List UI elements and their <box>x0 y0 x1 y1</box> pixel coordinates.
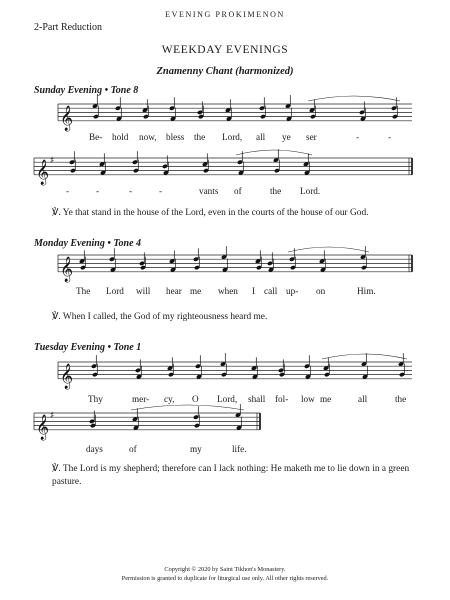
note-head <box>304 170 310 175</box>
note-head <box>320 267 326 272</box>
svg-text:♯: ♯ <box>50 411 55 421</box>
lyric-syllable: ye <box>282 132 291 142</box>
lyric-syllable: vants <box>199 186 219 196</box>
note-head <box>305 374 311 379</box>
permission-line: Permission is granted to duplicate for liturgical use only. All other rights reserved. <box>121 575 329 582</box>
svg-text:𝄞: 𝄞 <box>60 256 74 282</box>
lyric-syllable: O <box>192 394 199 404</box>
note-head <box>92 103 98 108</box>
note-head <box>398 361 404 366</box>
note-head <box>139 261 145 266</box>
note-head <box>361 265 367 270</box>
note-head <box>226 116 232 121</box>
lyric-syllable: Thy <box>88 394 103 404</box>
lyric-syllable: the <box>395 394 407 404</box>
note-head <box>235 412 241 417</box>
lyric-syllable: Him. <box>357 286 376 296</box>
tuesday-heading: Tuesday Evening • Tone 1 <box>34 342 142 353</box>
note-head <box>290 265 296 270</box>
note-head <box>304 364 310 369</box>
note-head <box>238 170 244 175</box>
note-head <box>109 257 115 262</box>
lyric-syllable: ser <box>306 132 317 142</box>
note-head <box>116 116 122 121</box>
lyric-syllable: of <box>234 186 242 196</box>
note-head <box>194 423 200 428</box>
copyright-footer <box>0 565 450 583</box>
lyric-syllable: life. <box>232 444 247 454</box>
lyric-syllable: - <box>388 132 392 142</box>
chant-subtitle: Znamenny Chant (harmonized) <box>156 66 294 77</box>
note-head <box>274 168 280 173</box>
svg-text:♯: ♯ <box>50 156 55 166</box>
lyric-syllable: on <box>316 286 326 296</box>
note-head <box>135 368 141 373</box>
note-head <box>70 168 76 173</box>
lyric-syllable: I <box>252 286 256 296</box>
note-head <box>196 374 202 379</box>
lyric-syllable: shall <box>248 394 266 404</box>
lyric-syllable: fol- <box>275 394 289 404</box>
sunday-verse: ℣. Ye that stand in the house of the Lord, even in the courts of the house of our God. <box>52 208 369 218</box>
note-head <box>237 160 243 165</box>
lyric-syllable: days <box>86 444 103 454</box>
note-head <box>142 108 148 113</box>
lyric-syllable: when <box>218 286 238 296</box>
note-head <box>310 114 316 119</box>
lyric-syllable: hold <box>112 132 129 142</box>
copyright-line: Copyright © 2020 by Saint Tikhon's Monastery. <box>164 566 286 573</box>
lyric-syllable: now, <box>139 132 157 142</box>
note-head <box>143 114 149 119</box>
note-head <box>278 368 284 373</box>
note-head <box>279 372 285 377</box>
note-head <box>202 162 208 167</box>
lyric-syllable: Lord <box>106 286 124 296</box>
note-head <box>99 162 105 167</box>
note-head <box>194 265 200 270</box>
note-head <box>115 106 121 111</box>
note-head <box>79 259 85 264</box>
lyric-syllable: all <box>358 394 368 404</box>
svg-text:𝄞: 𝄞 <box>36 159 50 185</box>
note-head <box>362 374 368 379</box>
note-head <box>361 361 367 366</box>
note-head <box>132 417 138 422</box>
sunday-heading: Sunday Evening • Tone 8 <box>34 85 139 96</box>
note-head <box>289 257 295 262</box>
lyric-syllable: of <box>129 444 137 454</box>
lyric-syllable: Be- <box>89 132 103 142</box>
running-title: EVENING PROKIMENON <box>165 10 285 19</box>
lyric-syllable: will <box>136 286 151 296</box>
note-head <box>198 114 204 119</box>
lyric-syllable: - <box>96 186 100 196</box>
lyric-syllable: The <box>76 286 91 296</box>
lyric-syllable: the <box>194 132 206 142</box>
note-head <box>163 170 169 175</box>
note-head <box>110 267 116 272</box>
note-head <box>80 265 86 270</box>
lyric-syllable: Lord. <box>300 186 321 196</box>
svg-text:𝄞: 𝄞 <box>60 105 74 131</box>
page-title: WEEKDAY EVENINGS <box>161 44 289 56</box>
note-head <box>221 254 227 259</box>
note-head <box>203 168 209 173</box>
note-head <box>399 372 405 377</box>
note-head <box>89 419 95 424</box>
note-head <box>221 372 227 377</box>
note-head <box>220 361 226 366</box>
note-head <box>193 257 199 262</box>
lyric-syllable: me <box>190 286 202 296</box>
tuesday-verse: ℣. The Lord is my shepherd; therefore can I lack nothing: He maketh me to lie down in a green pasture. <box>52 464 410 487</box>
svg-text:𝄞: 𝄞 <box>60 363 74 389</box>
note-head <box>252 374 258 379</box>
note-head <box>133 168 139 173</box>
lyric-syllable: my <box>190 444 202 454</box>
note-head <box>195 364 201 369</box>
note-head <box>255 259 261 264</box>
note-head <box>170 267 176 272</box>
note-head <box>168 372 174 377</box>
note-head <box>92 372 98 377</box>
svg-text:𝄞: 𝄞 <box>36 414 50 440</box>
note-head <box>259 106 265 111</box>
note-head <box>93 114 99 119</box>
note-head <box>197 110 203 115</box>
lyric-syllable: - <box>159 186 163 196</box>
note-head <box>100 170 106 175</box>
note-head <box>91 364 97 369</box>
note-head <box>392 114 398 119</box>
note-head <box>169 259 175 264</box>
note-head <box>319 259 325 264</box>
note-head <box>132 160 138 165</box>
note-head <box>169 106 175 111</box>
lyric-syllable: bless <box>166 132 185 142</box>
note-head <box>286 116 292 121</box>
lyric-syllable: hear <box>166 286 182 296</box>
note-head <box>133 425 139 430</box>
note-head <box>324 372 330 377</box>
monday-verse: ℣. When I called, the God of my righteousness heard me. <box>52 312 268 322</box>
note-head <box>236 425 242 430</box>
note-head <box>391 106 397 111</box>
note-head <box>360 254 366 259</box>
lyric-syllable: - <box>66 186 70 196</box>
note-head <box>170 116 176 121</box>
note-head <box>268 267 274 272</box>
note-head <box>267 261 273 266</box>
lyric-syllable: me <box>320 394 332 404</box>
note-head <box>285 103 291 108</box>
note-head <box>225 108 231 113</box>
lyric-syllable: up- <box>286 286 299 296</box>
note-head <box>256 265 262 270</box>
note-head <box>69 160 75 165</box>
note-head <box>273 157 279 162</box>
lyric-syllable: mer- <box>132 394 150 404</box>
note-head <box>303 162 309 167</box>
lyric-syllable: call <box>264 286 278 296</box>
note-head <box>136 374 142 379</box>
note-head <box>167 366 173 371</box>
note-head <box>162 164 168 169</box>
note-head <box>360 116 366 121</box>
note-head <box>90 423 96 428</box>
lyric-syllable: the <box>270 186 282 196</box>
lyric-syllable: Lord, <box>222 132 243 142</box>
note-head <box>251 366 257 371</box>
monday-heading: Monday Evening • Tone 4 <box>34 238 142 249</box>
lyric-syllable: - <box>356 132 360 142</box>
lyric-syllable: all <box>256 132 266 142</box>
note-head <box>359 110 365 115</box>
lyric-syllable: - <box>129 186 133 196</box>
note-head <box>140 265 146 270</box>
note-head <box>222 267 228 272</box>
lyric-syllable: cy, <box>164 394 175 404</box>
note-head <box>309 108 315 113</box>
lyric-syllable: Lord, <box>217 394 238 404</box>
reduction-label: 2-Part Reduction <box>34 22 103 33</box>
note-head <box>193 415 199 420</box>
note-head <box>260 114 266 119</box>
lyric-syllable: low <box>301 394 315 404</box>
note-head <box>323 366 329 371</box>
